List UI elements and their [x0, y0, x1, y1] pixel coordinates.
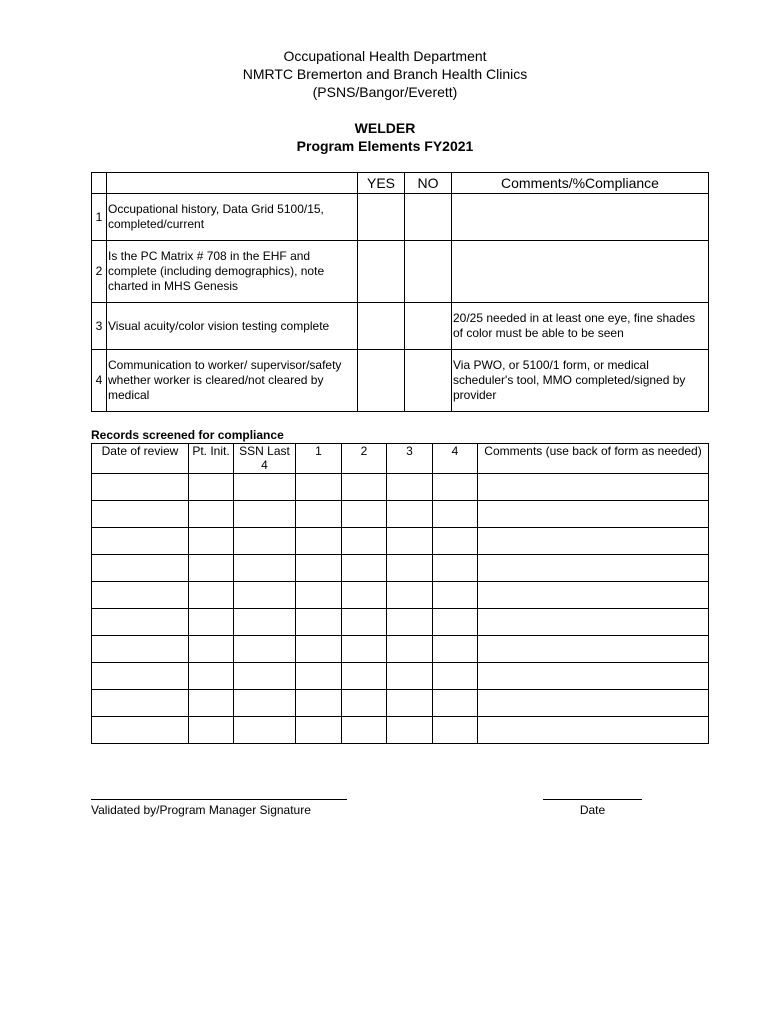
- header-patient-initials: Pt. Init.: [189, 444, 234, 474]
- initials-cell[interactable]: [189, 609, 234, 636]
- table-row: [92, 582, 709, 609]
- element-2-cell[interactable]: [342, 555, 387, 582]
- initials-cell[interactable]: [189, 528, 234, 555]
- signature-line[interactable]: [91, 799, 347, 800]
- table-row: [92, 555, 709, 582]
- header-locations: (PSNS/Bangor/Everett): [312, 84, 458, 100]
- header-date-of-review: Date of review: [92, 444, 189, 474]
- ssn-cell[interactable]: [234, 582, 296, 609]
- table-row: [92, 609, 709, 636]
- header-element-3: 3: [387, 444, 433, 474]
- element-4-cell[interactable]: [433, 717, 478, 744]
- element-1-cell[interactable]: [296, 663, 342, 690]
- date-cell[interactable]: [92, 474, 189, 501]
- comments-cell[interactable]: [478, 501, 709, 528]
- element-3-cell[interactable]: [387, 528, 433, 555]
- initials-cell[interactable]: [189, 474, 234, 501]
- row-element: Occupational history, Data Grid 5100/15, completed/current: [107, 194, 358, 241]
- element-1-cell[interactable]: [296, 474, 342, 501]
- yes-cell[interactable]: [358, 194, 405, 241]
- date-cell[interactable]: [92, 717, 189, 744]
- element-4-cell[interactable]: [433, 690, 478, 717]
- element-3-cell[interactable]: [387, 663, 433, 690]
- header-element-2: 2: [342, 444, 387, 474]
- title-subtitle: Program Elements FY2021: [296, 138, 474, 154]
- comments-cell[interactable]: [478, 582, 709, 609]
- comments-cell[interactable]: [478, 555, 709, 582]
- element-2-cell[interactable]: [342, 663, 387, 690]
- element-1-cell[interactable]: [296, 609, 342, 636]
- initials-cell[interactable]: [189, 717, 234, 744]
- yes-cell[interactable]: [358, 303, 405, 350]
- date-cell[interactable]: [92, 582, 189, 609]
- no-cell[interactable]: [405, 194, 452, 241]
- row-number: 1: [92, 194, 107, 241]
- date-label: Date: [579, 803, 606, 817]
- initials-cell[interactable]: [189, 582, 234, 609]
- program-table-header-row: [92, 173, 709, 194]
- document-title: [0, 119, 770, 155]
- element-4-cell[interactable]: [433, 528, 478, 555]
- element-2-cell[interactable]: [342, 474, 387, 501]
- element-4-cell[interactable]: [433, 636, 478, 663]
- comments-cell[interactable]: [478, 663, 709, 690]
- records-table: [91, 443, 709, 744]
- table-row: [92, 194, 709, 241]
- element-2-cell[interactable]: [342, 717, 387, 744]
- no-cell[interactable]: [405, 241, 452, 303]
- table-row: [92, 636, 709, 663]
- date-cell[interactable]: [92, 690, 189, 717]
- comments-cell[interactable]: [478, 609, 709, 636]
- header-element-4: 4: [433, 444, 478, 474]
- ssn-cell[interactable]: [234, 663, 296, 690]
- table-row: [92, 717, 709, 744]
- element-2-cell[interactable]: [342, 582, 387, 609]
- date-cell[interactable]: [92, 501, 189, 528]
- yes-cell[interactable]: [358, 350, 405, 412]
- comment-cell[interactable]: [452, 241, 709, 303]
- comment-cell[interactable]: [452, 194, 709, 241]
- no-cell[interactable]: [405, 303, 452, 350]
- date-cell[interactable]: [92, 663, 189, 690]
- ssn-cell[interactable]: [234, 609, 296, 636]
- title-program: WELDER: [354, 120, 416, 136]
- ssn-cell[interactable]: [234, 528, 296, 555]
- table-row: [92, 350, 709, 412]
- row-number: 3: [92, 303, 107, 350]
- date-cell[interactable]: [92, 609, 189, 636]
- element-1-cell[interactable]: [296, 555, 342, 582]
- date-cell[interactable]: [92, 528, 189, 555]
- ssn-cell[interactable]: [234, 636, 296, 663]
- element-1-cell[interactable]: [296, 528, 342, 555]
- element-4-cell[interactable]: [433, 474, 478, 501]
- records-body: [92, 474, 709, 744]
- row-element: Visual acuity/color vision testing complete: [107, 303, 358, 350]
- row-element: Is the PC Matrix # 708 in the EHF and complete (including demographics), note charted in MHS Genesis: [107, 241, 358, 303]
- element-2-cell[interactable]: [342, 609, 387, 636]
- program-elements-table: [91, 172, 709, 412]
- header-ssn-last-4: SSN Last 4: [234, 444, 296, 474]
- header-element: [107, 173, 358, 194]
- element-4-cell[interactable]: [433, 582, 478, 609]
- yes-cell[interactable]: [358, 241, 405, 303]
- table-row: [92, 303, 709, 350]
- initials-cell[interactable]: [189, 501, 234, 528]
- table-row: [92, 528, 709, 555]
- element-3-cell[interactable]: [387, 501, 433, 528]
- element-3-cell[interactable]: [387, 717, 433, 744]
- element-3-cell[interactable]: [387, 582, 433, 609]
- initials-cell[interactable]: [189, 555, 234, 582]
- header-no: NO: [405, 173, 452, 194]
- element-1-cell[interactable]: [296, 501, 342, 528]
- comments-cell[interactable]: [478, 528, 709, 555]
- element-3-cell[interactable]: [387, 555, 433, 582]
- initials-cell[interactable]: [189, 690, 234, 717]
- row-element: Communication to worker/ supervisor/safety whether worker is cleared/not cleared by medical: [107, 350, 358, 412]
- table-row: [92, 501, 709, 528]
- header-element-1: 1: [296, 444, 342, 474]
- header-organization: NMRTC Bremerton and Branch Health Clinics: [242, 66, 528, 82]
- no-cell[interactable]: [405, 350, 452, 412]
- row-number: 4: [92, 350, 107, 412]
- element-4-cell[interactable]: [433, 663, 478, 690]
- signature-label: Validated by/Program Manager Signature: [91, 803, 311, 817]
- comments-cell[interactable]: [478, 474, 709, 501]
- date-cell[interactable]: [92, 636, 189, 663]
- header-comments: Comments/%Compliance: [452, 173, 709, 194]
- ssn-cell[interactable]: [234, 690, 296, 717]
- element-3-cell[interactable]: [387, 690, 433, 717]
- table-row: [92, 474, 709, 501]
- comments-cell[interactable]: [478, 717, 709, 744]
- date-line[interactable]: [543, 799, 642, 800]
- comments-cell[interactable]: [478, 690, 709, 717]
- element-3-cell[interactable]: [387, 609, 433, 636]
- element-4-cell[interactable]: [433, 609, 478, 636]
- header-records-comments: Comments (use back of form as needed): [478, 444, 709, 474]
- document-header: [0, 47, 770, 101]
- header-yes: YES: [358, 173, 405, 194]
- table-row: [92, 663, 709, 690]
- element-4-cell[interactable]: [433, 501, 478, 528]
- ssn-cell[interactable]: [234, 474, 296, 501]
- date-cell[interactable]: [92, 555, 189, 582]
- table-row: [92, 241, 709, 303]
- comments-cell[interactable]: [478, 636, 709, 663]
- element-2-cell[interactable]: [342, 528, 387, 555]
- element-2-cell[interactable]: [342, 501, 387, 528]
- header-department: Occupational Health Department: [283, 48, 487, 64]
- comment-cell[interactable]: Via PWO, or 5100/1 form, or medical scheduler's tool, MMO completed/signed by provider: [452, 350, 709, 412]
- initials-cell[interactable]: [189, 663, 234, 690]
- element-1-cell[interactable]: [296, 717, 342, 744]
- element-3-cell[interactable]: [387, 474, 433, 501]
- records-header-row: [92, 444, 709, 474]
- ssn-cell[interactable]: [234, 717, 296, 744]
- element-2-cell[interactable]: [342, 636, 387, 663]
- initials-cell[interactable]: [189, 636, 234, 663]
- comment-cell[interactable]: 20/25 needed in at least one eye, fine shades of color must be able to be seen: [452, 303, 709, 350]
- element-1-cell[interactable]: [296, 690, 342, 717]
- element-4-cell[interactable]: [433, 555, 478, 582]
- element-2-cell[interactable]: [342, 690, 387, 717]
- element-1-cell[interactable]: [296, 582, 342, 609]
- element-1-cell[interactable]: [296, 636, 342, 663]
- table-row: [92, 690, 709, 717]
- header-number: [92, 173, 107, 194]
- ssn-cell[interactable]: [234, 555, 296, 582]
- element-3-cell[interactable]: [387, 636, 433, 663]
- records-section-label: Records screened for compliance: [91, 428, 284, 442]
- ssn-cell[interactable]: [234, 501, 296, 528]
- row-number: 2: [92, 241, 107, 303]
